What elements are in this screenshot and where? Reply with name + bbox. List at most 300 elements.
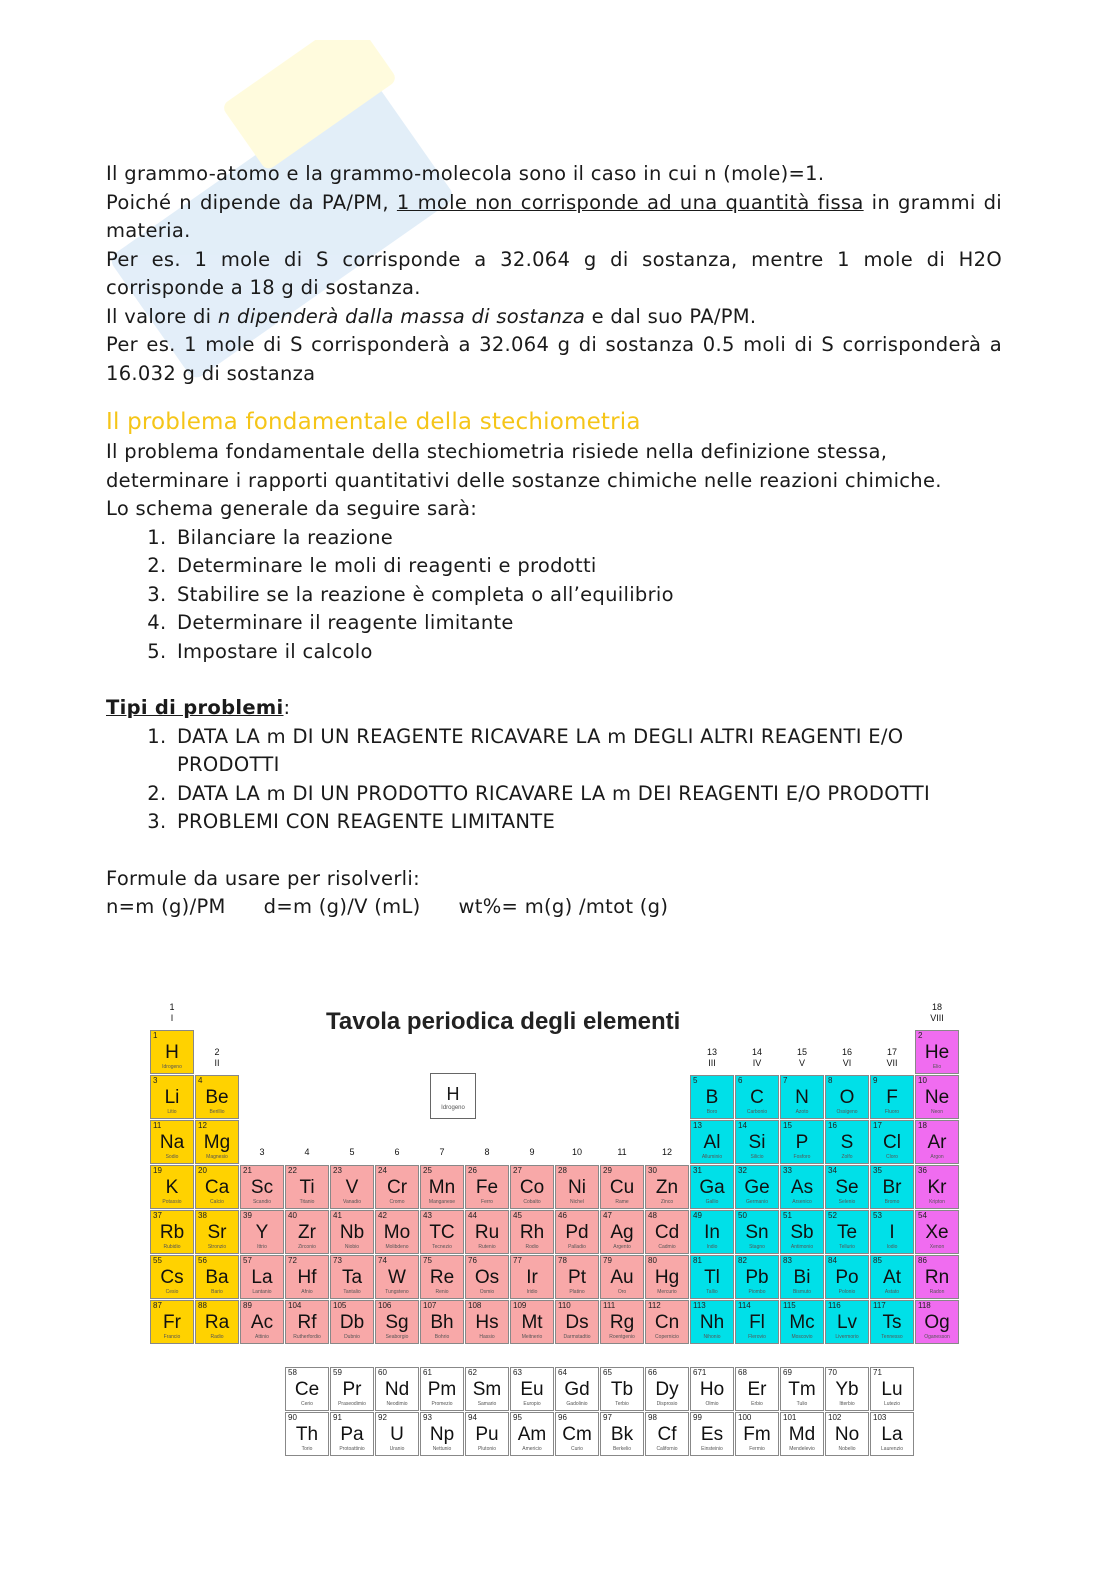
element-name: Moscovio	[791, 1334, 813, 1340]
text-span: Poiché n dipende da PA/PM,	[106, 190, 397, 214]
text-span: :	[283, 696, 291, 719]
element-symbol: Pm	[427, 1379, 457, 1400]
element-symbol: Ta	[341, 1267, 363, 1288]
element-mc	[780, 1300, 824, 1344]
element-name: Rutenio	[478, 1244, 496, 1250]
underlined-text: 1 mole non corrisponde ad una quantità fissa	[396, 190, 864, 214]
atomic-number: 55	[153, 1256, 162, 1265]
element-symbol: Ac	[250, 1312, 274, 1333]
atomic-number: 4	[198, 1076, 203, 1085]
element-symbol: Eu	[520, 1379, 544, 1400]
element-w	[375, 1255, 419, 1299]
group-header: 6	[394, 1147, 400, 1157]
element-name: Disprosio	[656, 1401, 678, 1407]
element-name: Attinio	[255, 1334, 269, 1340]
element-symbol: Mo	[383, 1222, 411, 1243]
element-symbol: Ir	[526, 1267, 538, 1288]
element-name: Palladio	[568, 1244, 586, 1250]
atomic-number: 79	[603, 1256, 612, 1265]
group-header: 12	[661, 1147, 672, 1157]
schema-label: Lo schema generale da seguire sarà:	[106, 497, 478, 520]
element-symbol: Sb	[790, 1222, 814, 1243]
element-symbol: TC	[429, 1222, 455, 1243]
atomic-number: 73	[333, 1256, 342, 1265]
element-name: Radon	[929, 1289, 945, 1295]
element-ni	[555, 1165, 599, 1209]
element-ti	[285, 1165, 329, 1209]
atomic-number: 36	[918, 1166, 927, 1175]
atomic-number: 14	[738, 1121, 747, 1130]
element-name: Roentgenio	[609, 1334, 635, 1340]
element-symbol: Xe	[925, 1222, 949, 1243]
atomic-number: 23	[333, 1166, 342, 1175]
formula-weight-percent: wt%= m(g) /mtot (g)	[458, 895, 669, 918]
element-rg	[600, 1300, 644, 1344]
element-ce	[285, 1367, 329, 1411]
atomic-number: 28	[558, 1166, 567, 1175]
element-symbol: Fr	[163, 1312, 181, 1333]
atomic-number: 81	[693, 1256, 702, 1265]
element-symbol: Nd	[384, 1379, 410, 1400]
element-symbol: Sn	[745, 1222, 769, 1243]
element-pa	[330, 1412, 374, 1456]
element-symbol: Be	[205, 1087, 229, 1108]
element-name: Elio	[932, 1064, 942, 1070]
element-name: Rutherfordio	[293, 1334, 321, 1340]
element-pm	[420, 1367, 464, 1411]
formula-moles: n=m (g)/PM	[106, 895, 226, 918]
atomic-number: 91	[333, 1413, 342, 1422]
atomic-number: 87	[153, 1301, 162, 1310]
atomic-number: 18	[918, 1121, 927, 1130]
atomic-number: 50	[738, 1211, 747, 1220]
group-header: 9	[529, 1147, 535, 1157]
element-symbol: B	[705, 1087, 719, 1108]
atomic-number: 72	[288, 1256, 297, 1265]
element-k	[150, 1165, 194, 1209]
element-zr	[285, 1210, 329, 1254]
element-name: Silicio	[750, 1154, 764, 1160]
element-name: Mendelevio	[789, 1446, 815, 1452]
element-symbol: P	[795, 1132, 809, 1153]
formulas-label: Formule da usare per risolverli:	[106, 866, 420, 890]
element-symbol: N	[795, 1087, 809, 1108]
element-name: Bromo	[884, 1199, 900, 1205]
atomic-number: 108	[468, 1301, 482, 1310]
element-name: Stagno	[749, 1244, 765, 1250]
element-name: Olmio	[705, 1401, 719, 1407]
element-rf	[285, 1300, 329, 1344]
element-name: Torio	[301, 1446, 313, 1452]
element-symbol: Rb	[159, 1222, 185, 1243]
element-symbol: Th	[295, 1424, 319, 1445]
atomic-number: 68	[738, 1368, 747, 1377]
element-symbol: Ru	[474, 1222, 500, 1243]
list-item: 3. Stabilire se la reazione è completa o all’equilibrio	[173, 581, 1002, 610]
element-symbol: Gd	[564, 1379, 590, 1400]
element-p	[780, 1120, 824, 1164]
element-name: Vanadio	[343, 1199, 361, 1205]
element-tb	[600, 1367, 644, 1411]
element-symbol: Ra	[204, 1312, 230, 1333]
element-te	[825, 1210, 869, 1254]
group-header: 13 III	[706, 1047, 717, 1068]
atomic-number: 43	[423, 1211, 432, 1220]
element-symbol: F	[886, 1087, 898, 1108]
element-name: Tennesso	[881, 1334, 903, 1340]
section-heading: Il problema fondamentale della stechiometria	[106, 409, 641, 435]
element-symbol: Er	[747, 1379, 767, 1400]
element-symbol: Nh	[699, 1312, 725, 1333]
element-symbol: Ti	[299, 1177, 315, 1198]
element-symbol: K	[165, 1177, 179, 1198]
atomic-number: 22	[288, 1166, 297, 1175]
element-symbol: U	[390, 1424, 404, 1445]
atomic-number: 20	[198, 1166, 207, 1175]
element-name: Neon	[931, 1109, 943, 1115]
element-pr	[330, 1367, 374, 1411]
element-name: Berillio	[209, 1109, 225, 1115]
atomic-number: 75	[423, 1256, 432, 1265]
atomic-number: 74	[378, 1256, 387, 1265]
element-symbol: Os	[474, 1267, 500, 1288]
element-name: Argento	[613, 1244, 631, 1250]
element-name: Arsenico	[792, 1199, 812, 1205]
element-mn	[420, 1165, 464, 1209]
atomic-number: 69	[783, 1368, 792, 1377]
element-name: Idrogeno	[162, 1064, 182, 1070]
atomic-number: 17	[873, 1121, 882, 1130]
element-symbol: La	[251, 1267, 273, 1288]
element-symbol: Hf	[297, 1267, 317, 1288]
atomic-number: 94	[468, 1413, 477, 1422]
element-symbol: Lv	[836, 1312, 858, 1333]
element-symbol: Pt	[568, 1267, 586, 1288]
element-name: Ittrio	[257, 1244, 267, 1250]
element-name: Itterbio	[839, 1401, 855, 1407]
element-name: Bohrio	[434, 1334, 450, 1340]
element-name: Livermorio	[835, 1334, 859, 1340]
group-header: 11	[617, 1147, 627, 1157]
element-pb	[735, 1255, 779, 1299]
element-symbol: Fe	[475, 1177, 499, 1198]
element-xe	[915, 1210, 959, 1254]
element-symbol: Fm	[743, 1424, 771, 1445]
element-n	[780, 1075, 824, 1119]
element-c	[735, 1075, 779, 1119]
element-symbol: Tb	[610, 1379, 634, 1400]
atomic-number: 70	[828, 1368, 837, 1377]
element-rh	[510, 1210, 554, 1254]
element-na	[150, 1120, 194, 1164]
group-header: 5	[349, 1147, 355, 1157]
formula-density: d=m (g)/V (mL)	[263, 895, 421, 918]
element-symbol: Rf	[297, 1312, 317, 1333]
element-name: Boro	[706, 1109, 718, 1115]
element-symbol: Li	[164, 1087, 180, 1108]
element-symbol: In	[704, 1222, 720, 1243]
text-span: e dal suo PA/PM.	[585, 304, 757, 328]
element-fm	[735, 1412, 779, 1456]
element-symbol: Po	[835, 1267, 859, 1288]
element-si	[735, 1120, 779, 1164]
group-header: 3	[259, 1147, 265, 1157]
element-tm	[780, 1367, 824, 1411]
atomic-number: 113	[693, 1301, 706, 1310]
element-sn	[735, 1210, 779, 1254]
element-ds	[555, 1300, 599, 1344]
element-co	[510, 1165, 554, 1209]
element-symbol: Yb	[835, 1379, 859, 1400]
element-cu	[600, 1165, 644, 1209]
atomic-number: 62	[468, 1368, 477, 1377]
atomic-number: 54	[918, 1211, 927, 1220]
atomic-number: 71	[873, 1368, 882, 1377]
atomic-number: 104	[288, 1301, 302, 1310]
atomic-number: 29	[603, 1166, 612, 1175]
atomic-number: 105	[333, 1301, 347, 1310]
element-name: Oro	[617, 1289, 627, 1295]
element-name: Selenio	[838, 1199, 856, 1205]
atomic-number: 59	[333, 1368, 342, 1377]
atomic-number: 80	[648, 1256, 657, 1265]
paragraph-example-2: Per es. 1 mole di S corrisponderà a 32.064 g di sostanza 0.5 moli di S corrisponderà a 16.032 g di sostanza	[106, 333, 1002, 385]
element-es	[690, 1412, 734, 1456]
element-symbol: I	[889, 1222, 895, 1243]
element-symbol: Ne	[924, 1087, 950, 1108]
element-name: Einsteinio	[701, 1446, 723, 1452]
element-symbol: No	[834, 1424, 860, 1445]
element-name: Uranio	[389, 1446, 405, 1452]
atomic-number: 47	[603, 1211, 612, 1220]
element-name: Azoto	[795, 1109, 809, 1115]
element-u	[375, 1412, 419, 1456]
element-in	[690, 1210, 734, 1254]
element-name: Fluoro	[884, 1109, 900, 1115]
element-symbol: C	[750, 1087, 764, 1108]
element-name: Gallio	[705, 1199, 719, 1205]
element-symbol: Cm	[562, 1424, 592, 1445]
atomic-number: 39	[243, 1211, 252, 1220]
element-symbol: Rh	[519, 1222, 545, 1243]
element-fe	[465, 1165, 509, 1209]
element-name: Argon	[930, 1154, 944, 1160]
element-no	[825, 1412, 869, 1456]
element-symbol: Cl	[883, 1132, 901, 1153]
element-nd	[375, 1367, 419, 1411]
list-item: 1. DATA LA m DI UN REAGENTE RICAVARE LA m DEGLI ALTRI REAGENTI E/O PRODOTTI	[173, 723, 942, 780]
element-ag	[600, 1210, 644, 1254]
element-bi	[780, 1255, 824, 1299]
text-span: Il valore di	[106, 304, 218, 328]
element-s	[825, 1120, 869, 1164]
atomic-number: 96	[558, 1413, 567, 1422]
element-symbol: Y	[255, 1222, 269, 1243]
element-ho	[690, 1367, 734, 1411]
atomic-number: 15	[783, 1121, 792, 1130]
element-sg	[375, 1300, 419, 1344]
atomic-number: 99	[693, 1413, 702, 1422]
element-symbol: Rg	[609, 1312, 635, 1333]
element-la	[240, 1255, 284, 1299]
atomic-number: 31	[693, 1166, 702, 1175]
element-symbol: Cu	[609, 1177, 635, 1198]
element-name: Niobio	[344, 1244, 360, 1250]
element-name: Nettunio	[432, 1446, 452, 1452]
element-name: Samario	[477, 1401, 497, 1407]
element-symbol: Mc	[789, 1312, 815, 1333]
element-name: Dubnio	[344, 1334, 360, 1340]
element-symbol: Co	[519, 1177, 545, 1198]
element-bh	[420, 1300, 464, 1344]
element-symbol: He	[924, 1042, 950, 1063]
element-am	[510, 1412, 554, 1456]
element-cm	[555, 1412, 599, 1456]
paragraph-example-1: Per es. 1 mole di S corrisponde a 32.064 g di sostanza, mentre 1 mole di H2O corrisponde a 18 g di sostanza.	[106, 247, 1002, 299]
element-name: Copernicio	[655, 1334, 679, 1340]
atomic-number: 7	[783, 1076, 788, 1085]
element-h	[150, 1030, 194, 1074]
element-name: Promezio	[431, 1401, 453, 1407]
element-v	[330, 1165, 374, 1209]
atomic-number: 102	[828, 1413, 842, 1422]
element-hs	[465, 1300, 509, 1344]
element-ac	[240, 1300, 284, 1344]
element-ru	[465, 1210, 509, 1254]
element-po	[825, 1255, 869, 1299]
element-name: Californio	[656, 1446, 678, 1452]
element-as	[780, 1165, 824, 1209]
atomic-number: 78	[558, 1256, 567, 1265]
element-symbol: Ba	[205, 1267, 229, 1288]
atomic-number: 5	[693, 1076, 698, 1085]
element-kr	[915, 1165, 959, 1209]
atomic-number: 3	[153, 1076, 158, 1085]
atomic-number: 114	[738, 1301, 751, 1310]
group-header: 16 VI	[841, 1047, 852, 1068]
element-name: Manganese	[428, 1199, 456, 1205]
element-symbol: Kr	[927, 1177, 947, 1198]
atomic-number: 85	[873, 1256, 882, 1265]
element-name: Curio	[571, 1446, 583, 1452]
atomic-number: 82	[738, 1256, 747, 1265]
atomic-number: 35	[873, 1166, 882, 1175]
atomic-number: 60	[378, 1368, 387, 1377]
atomic-number: 57	[243, 1256, 252, 1265]
element-symbol: Na	[159, 1132, 185, 1153]
element-name: Iodio	[886, 1244, 898, 1250]
element-symbol: Al	[703, 1132, 721, 1153]
element-name: Mercurio	[657, 1289, 677, 1295]
group-header: 18 VIII	[930, 1002, 944, 1023]
element-y	[240, 1210, 284, 1254]
element-ga	[690, 1165, 734, 1209]
element-name: Sodio	[165, 1154, 179, 1160]
element-name: Lantanio	[252, 1289, 272, 1295]
atomic-number: 38	[198, 1211, 207, 1220]
element-symbol: Nb	[339, 1222, 365, 1243]
element-nb	[330, 1210, 374, 1254]
element-name: Iridio	[526, 1289, 538, 1295]
element-symbol: Tl	[704, 1267, 720, 1288]
list-item: 1. Bilanciare la reazione	[173, 524, 1002, 553]
element-name: Terbio	[615, 1401, 629, 1407]
element-name: Ferro	[481, 1199, 493, 1205]
element-name: Cobalto	[523, 1199, 541, 1205]
atomic-number: 111	[603, 1301, 616, 1310]
element-name: Radio	[210, 1334, 224, 1340]
atomic-number: 103	[873, 1413, 887, 1422]
element-name: Indio	[706, 1244, 718, 1250]
element-name: Praseodimio	[338, 1401, 366, 1407]
element-symbol: Au	[610, 1267, 634, 1288]
element-name: Xenon	[929, 1244, 945, 1250]
element-mg	[195, 1120, 239, 1164]
element-symbol: Cs	[160, 1267, 184, 1288]
paragraph-mole-dependency	[106, 189, 1002, 246]
atomic-number: 25	[423, 1166, 432, 1175]
atomic-number: 44	[468, 1211, 477, 1220]
element-symbol: As	[790, 1177, 814, 1198]
atomic-number: 66	[648, 1368, 657, 1377]
atomic-number: 33	[783, 1166, 792, 1175]
element-name: Polonio	[838, 1289, 856, 1295]
element-name: Flerovio	[748, 1334, 766, 1340]
element-name: Calcio	[210, 1199, 224, 1205]
atomic-number: 106	[378, 1301, 392, 1310]
element-name: Berkelio	[612, 1446, 632, 1452]
element-ba	[195, 1255, 239, 1299]
element-symbol: Ce	[294, 1379, 320, 1400]
element-name: Zirconio	[298, 1244, 316, 1250]
periodic-table	[150, 1000, 960, 1460]
atomic-number: 19	[153, 1166, 162, 1175]
element-name: Alluminio	[701, 1154, 723, 1160]
element-mt	[510, 1300, 554, 1344]
element-symbol: Rn	[924, 1267, 950, 1288]
element-symbol: H	[165, 1042, 179, 1063]
element-ar	[915, 1120, 959, 1164]
element-tl	[690, 1255, 734, 1299]
element-symbol: Se	[835, 1177, 859, 1198]
problems-list	[106, 723, 1002, 837]
element-o	[825, 1075, 869, 1119]
element-name: Fosforo	[793, 1154, 811, 1160]
atomic-number: 84	[828, 1256, 837, 1265]
element-symbol: Cr	[386, 1177, 408, 1198]
atomic-number: 40	[288, 1211, 297, 1220]
element-name: Cloro	[886, 1154, 898, 1160]
atomic-number: 95	[513, 1413, 522, 1422]
element-cn	[645, 1300, 689, 1344]
atomic-number: 11	[153, 1121, 162, 1130]
atomic-number: 51	[783, 1211, 792, 1220]
element-f	[870, 1075, 914, 1119]
element-cs	[150, 1255, 194, 1299]
element-name: Fermio	[749, 1446, 765, 1452]
element-ra	[195, 1300, 239, 1344]
element-name: Rodio	[525, 1244, 539, 1250]
element-symbol: Ts	[882, 1312, 902, 1333]
document-body	[106, 160, 1002, 922]
element-name: Lutezio	[883, 1401, 901, 1407]
element-symbol: Br	[882, 1177, 902, 1198]
element-nh	[690, 1300, 734, 1344]
element-at	[870, 1255, 914, 1299]
atomic-number: 61	[423, 1368, 432, 1377]
element-name: Europio	[523, 1401, 541, 1407]
element-lu	[870, 1367, 914, 1411]
